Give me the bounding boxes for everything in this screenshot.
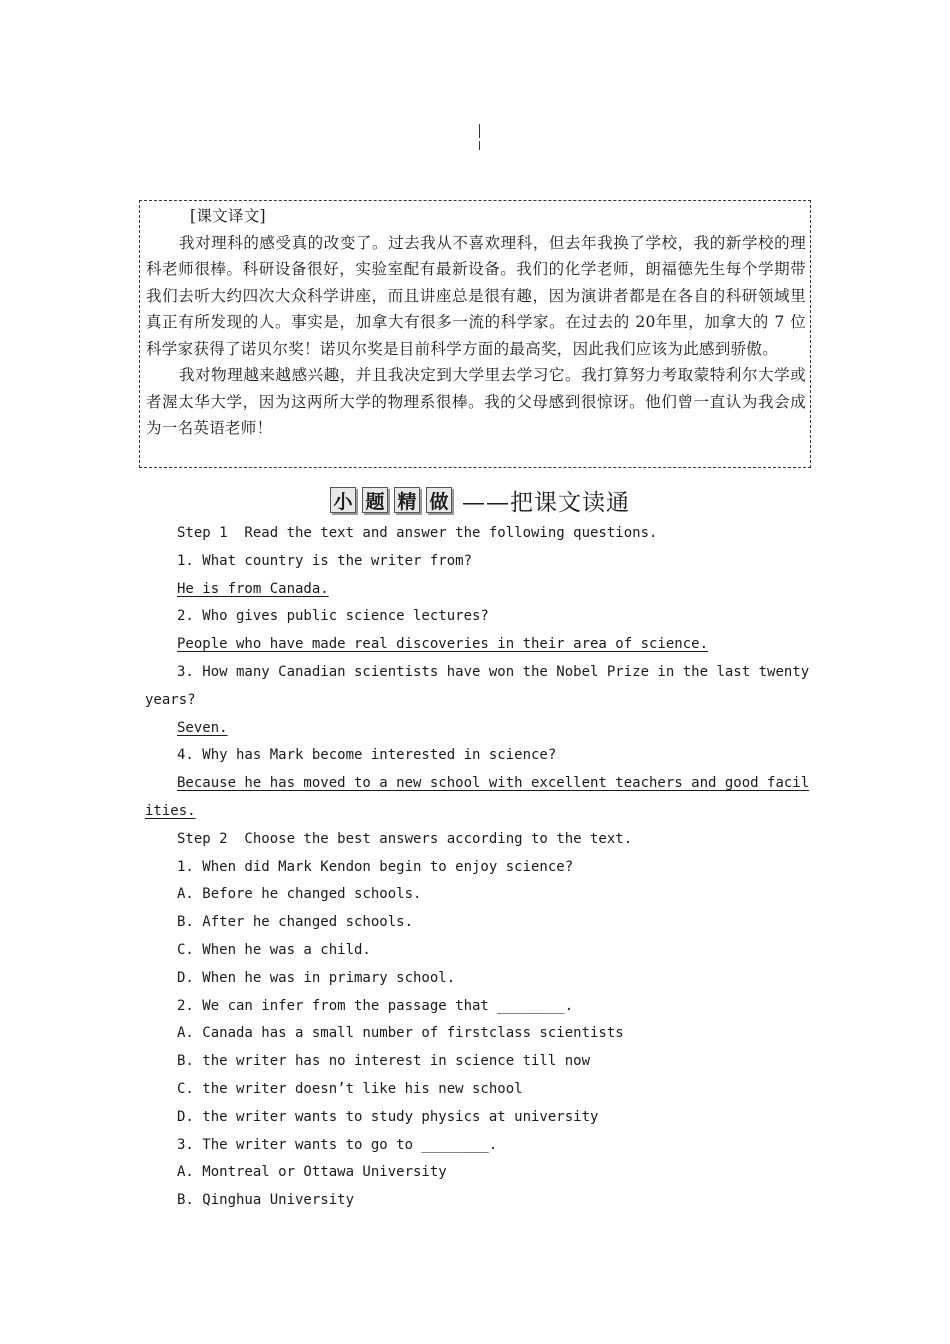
top-mark [479, 141, 480, 150]
translation-title: [课文译文] [190, 207, 266, 225]
answer: He is from Canada. [177, 580, 329, 597]
question: 4. Why has Mark become interested in science? [177, 747, 557, 764]
option: D. the writer wants to study physics at university [177, 1108, 599, 1125]
question: 1. When did Mark Kendon begin to enjoy science? [177, 858, 574, 875]
option: B. After he changed schools. [177, 914, 414, 931]
answer: Because he has moved to a new school with excellent teachers and good facilities. [145, 775, 810, 819]
option: D. When he was in primary school. [177, 969, 456, 986]
option: B. the writer has no interest in science till now [177, 1053, 591, 1070]
question: 1. What country is the writer from? [177, 552, 473, 569]
translation-paragraph-2: 我对物理越来越感兴趣，并且我决定到大学里去学习它。我打算努力考取蒙特利尔大学或者渥太华大学，因为这两所大学的物理系很棒。我的父母感到很惊讶。他们曾一直认为我会成为一名英语老师！ [146, 366, 806, 437]
heading-tile: 精 [394, 487, 420, 513]
section-heading [330, 483, 630, 517]
answer: People who have made real discoveries in their area of science. [177, 636, 709, 653]
heading-tile: 题 [362, 487, 388, 513]
question: 3. How many Canadian scientists have won the Nobel Prize in the last twenty years? [145, 663, 810, 708]
heading-tile: 小 [330, 487, 356, 513]
exercise-content [145, 520, 815, 1215]
translation-box [139, 200, 811, 468]
option: C. When he was a child. [177, 941, 371, 958]
option: B. Qinghua University [177, 1192, 355, 1209]
question: 3. The writer wants to go to ________. [177, 1136, 498, 1153]
option: A. Before he changed schools. [177, 886, 422, 903]
option: C. the writer doesn’t like his new school [177, 1080, 523, 1097]
top-mark [479, 124, 480, 138]
option: A. Montreal or Ottawa University [177, 1164, 447, 1181]
answer: Seven. [177, 719, 228, 736]
step1-title: Step 1 Read the text and answer the following questions. [177, 525, 658, 541]
translation-paragraph-1: 我对理科的感受真的改变了。过去我从不喜欢理科，但去年我换了学校，我的新学校的理科老师很棒。科研设备很好，实验室配有最新设备。我们的化学老师，朗福德先生每个学期带我们去听大约四次大众科学讲座，而且讲座总是很有趣，因为演讲者都是在各自的科研领域里真正有所发现的人。事实是，加拿大有很多一流的科学家。在过去的 20年里，加拿大的 7 位科学家获得了诺贝尔奖！诺贝尔奖是目前科学方面的最高奖，因此我们应该为此感到骄傲。 [146, 233, 806, 358]
question: 2. We can infer from the passage that ________. [177, 997, 574, 1014]
question: 2. Who gives public science lectures? [177, 608, 489, 625]
step2-title: Step 2 Choose the best answers according to the text. [177, 830, 633, 847]
option: A. Canada has a small number of firstclass scientists [177, 1025, 624, 1042]
heading-suffix: ——把课文读通 [462, 489, 630, 516]
heading-tile: 做 [426, 487, 452, 513]
